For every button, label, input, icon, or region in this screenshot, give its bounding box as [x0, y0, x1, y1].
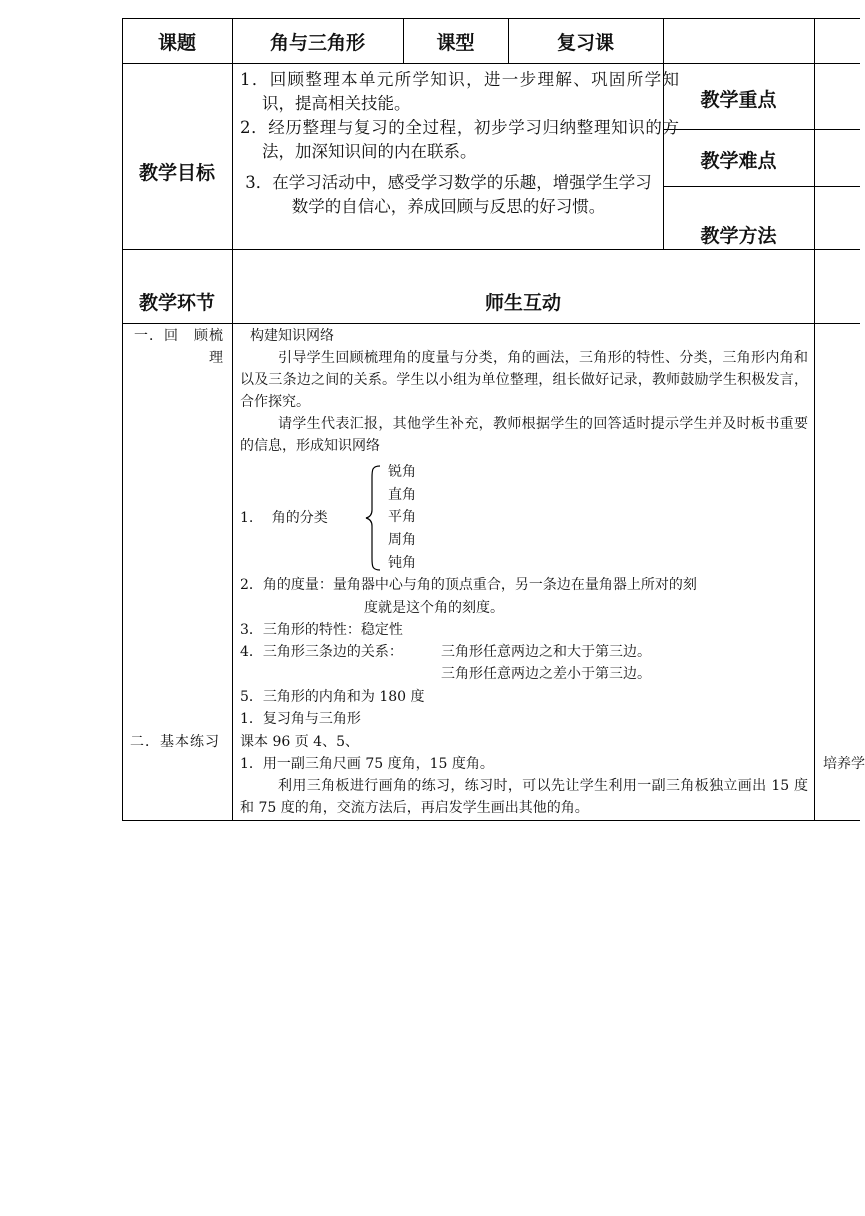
angle-sum: 5．三角形的内角和为 180 度: [240, 689, 425, 705]
stage-practice: 二．基本练习: [130, 734, 220, 750]
key-point-label: 教学重点: [700, 89, 777, 111]
interaction-label: 师生互动: [484, 292, 561, 314]
network-title: 构建知识网络: [250, 328, 334, 344]
angle-type-round: 周角: [388, 532, 416, 548]
angle-type-acute: 锐角: [388, 464, 416, 480]
difficulty-label: 教学难点: [700, 150, 777, 172]
table-line-keypoint: [663, 129, 860, 130]
para-report: 请学生代表汇报，其他学生补充，教师根据学生的回答适时提示学生并及时板书重要的信息，形成知识网络: [240, 416, 808, 454]
table-line-difficulty: [663, 186, 860, 187]
angle-class-label: 1. 角的分类: [240, 510, 328, 526]
angle-type-right: 直角: [388, 487, 416, 503]
practice-para: 利用三角板进行画角的练习，练习时，可以先让学生利用一副三角板独立画出 15 度和 75 度的角，交流方法后，再启发学生画出其他的角。: [240, 778, 808, 816]
triangle-property: 3．三角形的特性：稳定性: [240, 622, 403, 638]
type-label: 课型: [436, 32, 475, 54]
table-line-col1: [232, 18, 233, 821]
objective-1: 1．回顾整理本单元所学知识，进一步理解、巩固所学知识，提高相关技能。: [240, 70, 679, 113]
curly-brace: [364, 464, 384, 572]
objective-2: 2．经历整理与复习的全过程，初步学习归纳整理知识的方法，加深知识间的内在联系。: [240, 118, 679, 161]
stage-label: 教学环节: [138, 292, 215, 314]
exercise-1: 1．用一副三角尺画 75 度角，15 度角。: [240, 756, 494, 772]
right-note: 培养学: [823, 756, 865, 772]
measure-line-1: 2．角的度量：量角器中心与角的顶点重合，另一条边在量角器上所对的刻: [240, 577, 697, 593]
angle-type-straight: 平角: [388, 509, 416, 525]
textbook-ref: 课本 96 页 4、5、: [240, 734, 359, 750]
type-value: 复习课: [556, 32, 614, 54]
para-guide: 引导学生回顾梳理角的度量与分类，角的画法，三角形的特性、分类，三角形内角和以及三条边之间的关系。学生以小组为单位整理，组长做好记录，教师鼓励学生积极发言，合作探究。: [240, 350, 808, 410]
method-label: 教学方法: [700, 225, 777, 247]
objectives-label: 教学目标: [138, 162, 215, 184]
topic-label: 课题: [157, 32, 196, 54]
sides-rule-1: 三角形任意两边之和大于第三边。: [441, 644, 651, 660]
sides-label: 4．三角形三条边的关系：: [240, 644, 403, 660]
sides-rule-2: 三角形任意两边之差小于第三边。: [441, 666, 651, 682]
measure-line-2: 度就是这个角的刻度。: [364, 600, 504, 616]
table-line-col5: [814, 18, 815, 821]
topic-value: 角与三角形: [269, 32, 365, 54]
review-title: 1．复习角与三角形: [240, 711, 361, 727]
angle-type-obtuse: 钝角: [388, 555, 416, 571]
table-line-left: [122, 18, 123, 821]
stage-review: 一．回 顾梳理: [134, 328, 224, 366]
objective-3: 3．在学习活动中，感受学习数学的乐趣，增强学生学习数学的自信心，养成回顾与反思的好习惯。: [245, 173, 652, 216]
